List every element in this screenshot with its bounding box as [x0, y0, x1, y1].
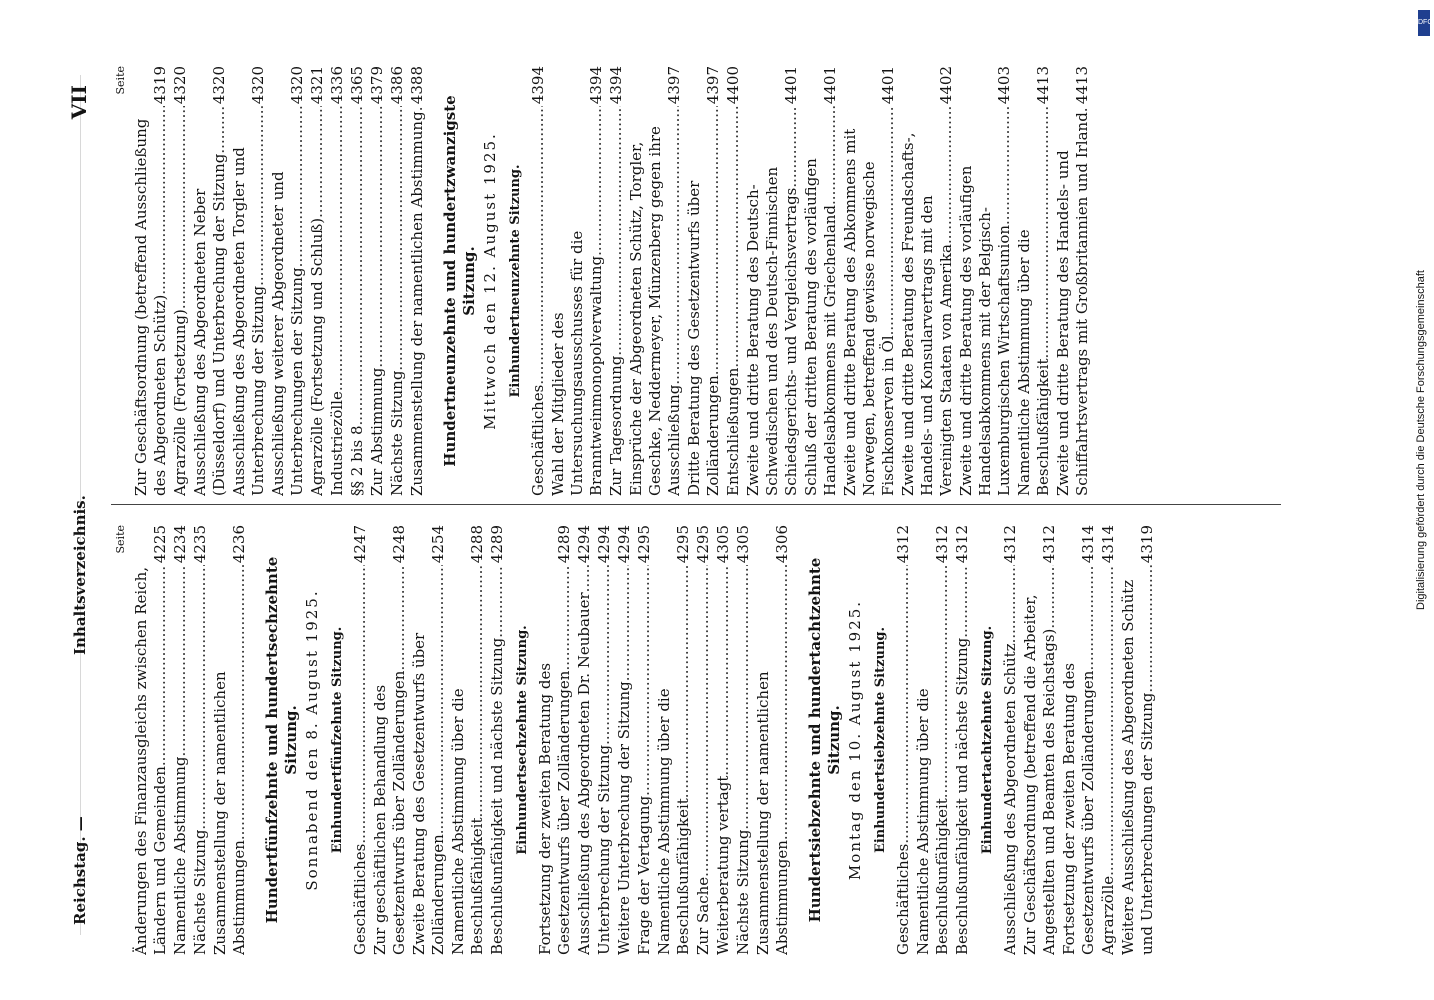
toc-entry — [694, 525, 713, 955]
toc-entry — [635, 525, 654, 955]
head-center: Inhaltsverzeichnis. — [71, 495, 89, 655]
running-head — [61, 75, 101, 955]
toc-entry-title: Zusammenstellung der namentlichen Abstimmungen ..... — [211, 565, 249, 955]
toc-entry — [1001, 525, 1020, 955]
toc-entry — [953, 525, 972, 955]
session-date: Sonnabend den 8. August 1925. — [303, 589, 321, 891]
toc-entry-page: 4365 — [348, 66, 366, 105]
toc-entry-page: 4289 — [555, 525, 573, 564]
session-heading: Hundertneunzehnte und hundertzwanzigste Sitzung. — [441, 95, 478, 467]
toc-entry — [655, 525, 693, 955]
toc-entry-page: 4401 — [782, 66, 800, 105]
toc-entry-title: Namentliche Abstimmung über die Beschlußunfähigkeit ..... — [655, 565, 693, 955]
toc-entry — [171, 66, 190, 496]
toc-entry-page: 4319 — [151, 66, 169, 105]
toc-entry — [744, 66, 801, 496]
toc-entry — [899, 66, 956, 496]
toc-entry — [529, 66, 548, 496]
toc-entry — [536, 525, 574, 955]
toc-entry — [191, 66, 229, 496]
toc-entry — [449, 525, 487, 955]
toc-entry-title: Ausschließung des Abgeordneten Dr. Neubauer ..... — [575, 565, 594, 955]
toc-entry-page: 4401 — [821, 66, 839, 105]
document-page — [67, 66, 1381, 955]
session-subheading: Einhundertsechzehnte Sitzung. — [515, 625, 530, 855]
toc-entry-page: 4312 — [953, 525, 971, 564]
toc-entry-title: Fortsetzung der zweiten Beratung des Gesetzentwurfs über Zolländerungen ..... — [536, 565, 574, 955]
toc-entry — [488, 525, 507, 955]
toc-entry-page: 4321 — [308, 66, 326, 105]
toc-entry-title: Namentliche Abstimmung über die Beschlußfähigkeit ..... — [449, 565, 487, 955]
toc-entry-title: Agrarzölle (Fortsetzung und Schluß) ..... — [308, 106, 327, 496]
toc-entry — [132, 66, 170, 496]
toc-entry-title: Zweite und dritte Beratung des Deutsch-Schwedischen und des Deutsch-Finnischen Schiedsgerichts- und Vergleichsvertrags ..... — [744, 106, 801, 496]
toc-entry-page: 4394 — [607, 66, 625, 105]
toc-entry-title: Nächste Sitzung ..... — [734, 565, 753, 955]
session-subheading: Einhundertachtzehnte Sitzung. — [980, 625, 995, 855]
toc-entry — [754, 525, 792, 955]
toc-entry-page: 4336 — [328, 66, 346, 105]
toc-entry-title: Geschäftliches ..... — [529, 106, 548, 496]
toc-entry — [269, 66, 307, 496]
toc-entry-page: 4401 — [879, 66, 897, 105]
toc-entry — [734, 525, 753, 955]
toc-entry-title: Zweite Beratung des Gesetzentwurfs über Zolländerungen ..... — [410, 565, 448, 955]
toc-entry-title: Zweite und dritte Beratung des Handels- und Schiffahrtsvertrags mit Großbritannien und Irland ..... — [1054, 106, 1092, 496]
toc-entry-page: 4236 — [230, 525, 248, 564]
toc-entry — [171, 525, 190, 955]
toc-entry-page: 4312 — [1040, 525, 1058, 564]
toc-entry-title: Beschlußunfähigkeit und nächste Sitzung ..... — [488, 565, 507, 955]
toc-entry-page: 4295 — [635, 525, 653, 564]
toc-entry-page: 4394 — [587, 66, 605, 105]
toc-entry-page: 4320 — [249, 66, 267, 105]
toc-entry-title: Weitere Unterbrechung der Sitzung ..... — [615, 565, 634, 955]
toc-entry-page: 4312 — [894, 525, 912, 564]
toc-entry — [957, 66, 1014, 496]
head-page-number: VII — [67, 85, 91, 120]
toc-entry-title: Industriezölle ..... — [328, 106, 347, 496]
toc-column-right — [111, 66, 1281, 505]
toc-entry-page: 4247 — [351, 525, 369, 564]
toc-entry-title: §§ 2 bis 8 ..... — [348, 106, 367, 496]
toc-entry — [132, 525, 170, 955]
toc-entry-title: Geschäftliches ..... — [351, 565, 370, 955]
toc-entry-page: 4320 — [171, 66, 189, 105]
toc-entry-page: 4413 — [1034, 66, 1052, 105]
toc-entry-page: 4403 — [995, 66, 1013, 105]
toc-entry — [1119, 525, 1157, 955]
seite-label: Seite — [114, 66, 127, 95]
toc-entry-page: 4295 — [694, 525, 712, 564]
toc-entry-title: Wahl der Mitglieder des Untersuchungsausschusses für die Branntweinmonopolverwaltung ..... — [549, 106, 606, 496]
toc-entry-page: 4397 — [665, 66, 683, 105]
toc-entry — [802, 66, 840, 496]
toc-entry-page: 4289 — [488, 525, 506, 564]
toc-entry — [328, 66, 347, 496]
toc-entry-title: Zur Geschäftsordnung (betreffend die Arbeiter, Angestellten und Beamten des Reichstags) ..... — [1021, 565, 1059, 955]
toc-entry-page: 4413 — [1073, 66, 1091, 105]
toc-entry-title: Zur Sache ..... — [694, 565, 713, 955]
toc-entry — [841, 66, 898, 496]
toc-entry — [1054, 66, 1092, 496]
toc-entry — [1015, 66, 1053, 496]
session-date: Montag den 10. August 1925. — [846, 599, 864, 881]
toc-entry-page: 4225 — [151, 525, 169, 564]
toc-entry-page: 4397 — [704, 66, 722, 105]
toc-entry — [408, 66, 427, 496]
toc-entry — [230, 66, 268, 496]
toc-entry-title: Beschlußunfähigkeit und nächste Sitzung ..... — [953, 565, 972, 955]
toc-entry-page: 4402 — [937, 66, 955, 105]
toc-entry-page: 4312 — [1001, 525, 1019, 564]
toc-entry-title: Zweite und dritte Beratung des Abkommens mit Norwegen, betreffend gewisse norwegische Fischkonserven in Öl ..... — [841, 106, 898, 496]
toc-entry-title: Entschließungen ..... — [724, 106, 743, 496]
toc-entry-page: 4320 — [288, 66, 306, 105]
toc-entry-title: Dritte Beratung des Gesetzentwurfs über Zolländerungen ..... — [685, 106, 723, 496]
toc-entry — [211, 525, 249, 955]
toc-entry-title: Agrarzölle (Fortsetzung) ..... — [171, 106, 190, 496]
toc-entry-title: Änderungen des Finanzausgleichs zwischen Reich, Ländern und Gemeinden ..... — [132, 565, 170, 955]
toc-entry-title: Zweite und dritte Beratung des Freundschafts-, Handels- und Konsularvertrags mit den Vereinigten Staaten von Amerika ..... — [899, 106, 956, 496]
toc-entry — [348, 66, 367, 496]
toc-entry-page: 4400 — [724, 66, 742, 105]
toc-entry-title: Namentliche Abstimmung über die Beschlußfähigkeit ..... — [1015, 106, 1053, 496]
toc-entry-page: 4305 — [714, 525, 732, 564]
toc-entry-page: 4248 — [390, 525, 408, 564]
toc-entry-title: Ausschließung des Abgeordneten Neber (Düsseldorf) und Unterbrechung der Sitzung ..... — [191, 106, 229, 496]
toc-entry-title: Unterbrechung der Sitzung ..... — [595, 565, 614, 955]
session-heading: Hundertsiebzehnte und hundertachtzehnte Sitzung. — [806, 557, 843, 923]
toc-entry-title: Nächste Sitzung ..... — [388, 106, 407, 496]
toc-entry — [914, 525, 952, 955]
toc-entry-title: Namentliche Abstimmung über die Beschlußunfähigkeit ..... — [914, 565, 952, 955]
toc-entry — [351, 525, 370, 955]
toc-entry-page: 4386 — [388, 66, 406, 105]
toc-entry-page: 4288 — [468, 525, 486, 564]
toc-entry-title: Zur Geschäftsordnung (betreffend Ausschließung des Abgeordneten Schütz) ..... — [132, 106, 170, 496]
toc-entry — [1099, 525, 1118, 955]
toc-entry — [191, 525, 210, 955]
toc-entry-title: Zusammenstellung der namentlichen Abstimmungen ..... — [754, 565, 792, 955]
toc-entry-title: Schluß der dritten Beratung des vorläufigen Handelsabkommens mit Griechenland ..... — [802, 106, 840, 496]
toc-entry-page: 4254 — [429, 525, 447, 564]
dfg-sidebar — [1415, 10, 1433, 610]
toc-entry — [368, 66, 387, 496]
toc-entry-title: Ausschließung weiterer Abgeordneter und Unterbrechungen der Sitzung ..... — [269, 106, 307, 496]
toc-entry-title: Weiterberatung vertagt ..... — [714, 565, 733, 955]
toc-entry-page: 4305 — [734, 525, 752, 564]
toc-entry — [410, 525, 448, 955]
toc-column-left — [111, 525, 1281, 955]
toc-entry — [724, 66, 743, 496]
toc-entry — [607, 66, 626, 496]
toc-entry — [1021, 525, 1059, 955]
session-heading: Hundertfünfzehnte und hundertsechzehnte Sitzung. — [263, 556, 300, 924]
toc-entry-title: Zweite und dritte Beratung des vorläufigen Handelsabkommens mit der Belgisch-Luxemburgischen Wirtschaftsunion ..... — [957, 106, 1014, 496]
toc-entry-page: 4388 — [408, 66, 426, 105]
toc-entry-title: Ausschließung des Abgeordneten Torgler und Unterbrechung der Sitzung ..... — [230, 106, 268, 496]
toc-entry — [388, 66, 407, 496]
session-subheading: Einhundertsiebzehnte Sitzung. — [873, 626, 888, 854]
toc-entry — [685, 66, 723, 496]
toc-entry-page: 4314 — [1099, 525, 1117, 564]
toc-entry-page: 4306 — [773, 525, 791, 564]
toc-entry-page: 4379 — [368, 66, 386, 105]
session-date: Mittwoch den 12. August 1925. — [481, 132, 499, 430]
toc-entry-page: 4294 — [595, 525, 613, 564]
toc-entry-page: 4234 — [171, 525, 189, 564]
toc-entry-title: Zur Tagesordnung ..... — [607, 106, 626, 496]
toc-entry-page: 4312 — [933, 525, 951, 564]
toc-entry-title: Namentliche Abstimmung ..... — [171, 565, 190, 955]
toc-entry — [595, 525, 614, 955]
toc-columns — [111, 66, 1281, 955]
toc-entry-title: Zur Abstimmung ..... — [368, 106, 387, 496]
toc-entry-title: Geschäftliches ..... — [894, 565, 913, 955]
toc-entry-title: Weitere Ausschließung des Abgeordneten Schütz und Unterbrechungen der Sitzung ..... — [1119, 565, 1157, 955]
toc-entry — [894, 525, 913, 955]
head-left: Reichstag. — — [71, 816, 89, 925]
toc-entry — [371, 525, 409, 955]
toc-entry-page: 4394 — [529, 66, 547, 105]
toc-entry-title: Zur geschäftlichen Behandlung des Gesetzentwurfs über Zolländerungen ..... — [371, 565, 409, 955]
toc-entry — [549, 66, 606, 496]
toc-entry-page: 4294 — [615, 525, 633, 564]
toc-entry-title: Nächste Sitzung ..... — [191, 565, 210, 955]
rotated-content — [61, 66, 1291, 955]
toc-entry — [308, 66, 327, 496]
toc-entry — [627, 66, 684, 496]
session-subheading: Einhundertneunzehnte Sitzung. — [508, 164, 523, 398]
toc-entry-page: 4235 — [191, 525, 209, 564]
toc-entry — [575, 525, 594, 955]
toc-entry — [1060, 525, 1098, 955]
toc-entry-page: 4320 — [210, 66, 228, 105]
toc-entry-page: 4294 — [575, 525, 593, 564]
toc-entry — [615, 525, 634, 955]
toc-entry-title: Einsprüche der Abgeordneten Schütz, Torgler, Geschke, Neddermeyer, Münzenberg gegen ihre Ausschließung ..... — [627, 106, 684, 496]
session-subheading: Einhundertfünfzehnte Sitzung. — [330, 626, 345, 854]
toc-entry-title: Ausschließung des Abgeordneten Schütz ..... — [1001, 565, 1020, 955]
toc-entry-title: Agrarzölle ..... — [1099, 565, 1118, 955]
toc-entry — [714, 525, 733, 955]
toc-entry-page: 4319 — [1138, 525, 1156, 564]
toc-entry-title: Fortsetzung der zweiten Beratung des Gesetzentwurfs über Zolländerungen ..... — [1060, 565, 1098, 955]
dfg-note: Digitalisierung gefördert durch die Deutsche Forschungsgemeinschaft — [1415, 270, 1427, 610]
toc-entry-title: Frage der Vertagung ..... — [635, 565, 654, 955]
toc-entry-title: Zusammenstellung der namentlichen Abstimmung ..... — [408, 106, 427, 496]
dfg-logo: DFG — [1418, 10, 1430, 36]
seite-label: Seite — [114, 525, 127, 554]
toc-entry-page: 4314 — [1079, 525, 1097, 564]
toc-entry-page: 4295 — [674, 525, 692, 564]
